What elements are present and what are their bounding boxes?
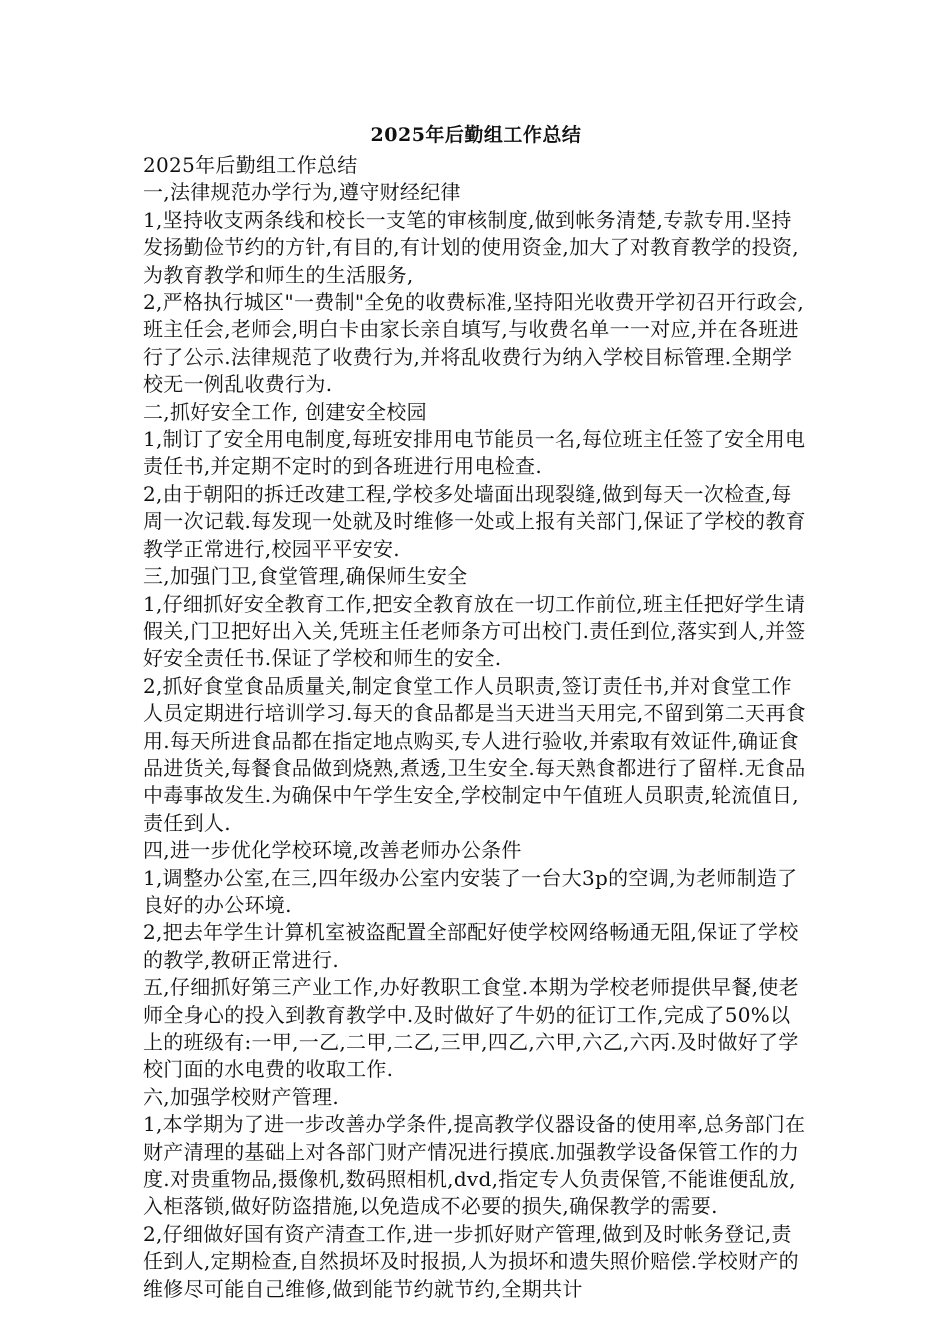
section-heading-1: 一,法律规范办学行为,遵守财经纪律 <box>143 180 461 205</box>
paragraph-4-1: 1,调整办公室,在三,四年级办公室内安装了一台大3p的空调,为老师制造了良好的办公环境. <box>143 865 798 917</box>
section-heading-3: 三,加强门卫,食堂管理,确保师生安全 <box>143 564 468 589</box>
document-title: 2025年后勤组工作总结 <box>370 124 582 146</box>
section-paragraph-5: 五,仔细抓好第三产业工作,办好教职工食堂.本期为学校老师提供早餐,使老师全身心的投入到教育教学中.及时做好了牛奶的征订工作,完成了50%以上的班级有:一甲,一乙,二甲,二乙,三甲,四乙,六甲,六乙,六丙.及时做好了学校门面的水电费的收取工作. <box>143 975 799 1082</box>
paragraph-2-1: 1,制订了安全用电制度,每班安排用电节能员一名,每位班主任签了安全用电责任书,并定期不定时的到各班进行用电检查. <box>143 427 806 479</box>
paragraph-4-2: 2,把去年学生计算机室被盗配置全部配好使学校网络畅通无阻,保证了学校的教学,教研正常进行. <box>143 920 799 972</box>
paragraph-3-1: 1,仔细抓好安全教育工作,把安全教育放在一切工作前位,班主任把好学生请假关,门卫把好出入关,凭班主任老师条方可出校门.责任到位,落实到人,并签好安全责任书.保证了学校和师生的安全. <box>143 591 806 671</box>
document-page <box>143 120 809 1303</box>
section-heading-2: 二,抓好安全工作, 创建安全校园 <box>143 399 427 424</box>
paragraph-3-2: 2,抓好食堂食品质量关,制定食堂工作人员职责,签订责任书,并对食堂工作人员定期进行培训学习.每天的食品都是当天进当天用完,不留到第二天再食用.每天所进食品都在指定地点购买,专人进行验收,并索取有效证件,确证食品进货关,每餐食品做到烧熟,煮透,卫生安全.每天熟食都进行了留样.无食品中毒事故发生.为确保中午学生安全,学校制定中午值班人员职责,轮流值日,责任到人. <box>143 673 806 835</box>
paragraph-6-1: 1,本学期为了进一步改善办学条件,提高教学仪器设备的使用率,总务部门在财产清理的基础上对各部门财产情况进行摸底.加强教学设备保管工作的力度.对贵重物品,摄像机,数码照相机,dvd,指定专人负责保管,不能谁便乱放,入柜落锁,做好防盗措施,以免造成不必要的损失,确保教学的需要. <box>143 1112 806 1219</box>
paragraph-1-1: 1,坚持收支两条线和校长一支笔的审核制度,做到帐务清楚,专款专用.坚持发扬勤俭节约的方针,有目的,有计划的使用资金,加大了对教育教学的投资,为教育教学和师生的生活服务, <box>143 207 799 287</box>
section-heading-6: 六,加强学校财产管理. <box>143 1084 340 1109</box>
paragraph-1-2: 2,严格执行城区"一费制"全免的收费标准,坚持阳光收费开学初召开行政会,班主任会,老师会,明白卡由家长亲自填写,与收费名单一一对应,并在各班进行了公示.法律规范了收费行为,并将乱收费行为纳入学校目标管理.全期学校无一例乱收费行为. <box>143 290 804 397</box>
paragraph-2-2: 2,由于朝阳的拆迁改建工程,学校多处墙面出现裂缝,做到每天一次检查,每周一次记载.每发现一处就及时维修一处或上报有关部门,保证了学校的教育教学正常进行,校园平平安安. <box>143 481 806 561</box>
paragraph-subtitle: 2025年后勤组工作总结 <box>143 153 358 177</box>
paragraph-6-2: 2,仔细做好国有资产清查工作,进一步抓好财产管理,做到及时帐务登记,责任到人,定期检查,自然损坏及时报损,人为损坏和遗失照价赔偿.学校财产的维修尽可能自己维修,做到能节约就节约,全期共计 <box>143 1221 799 1301</box>
section-heading-4: 四,进一步优化学校环境,改善老师办公条件 <box>143 838 522 863</box>
